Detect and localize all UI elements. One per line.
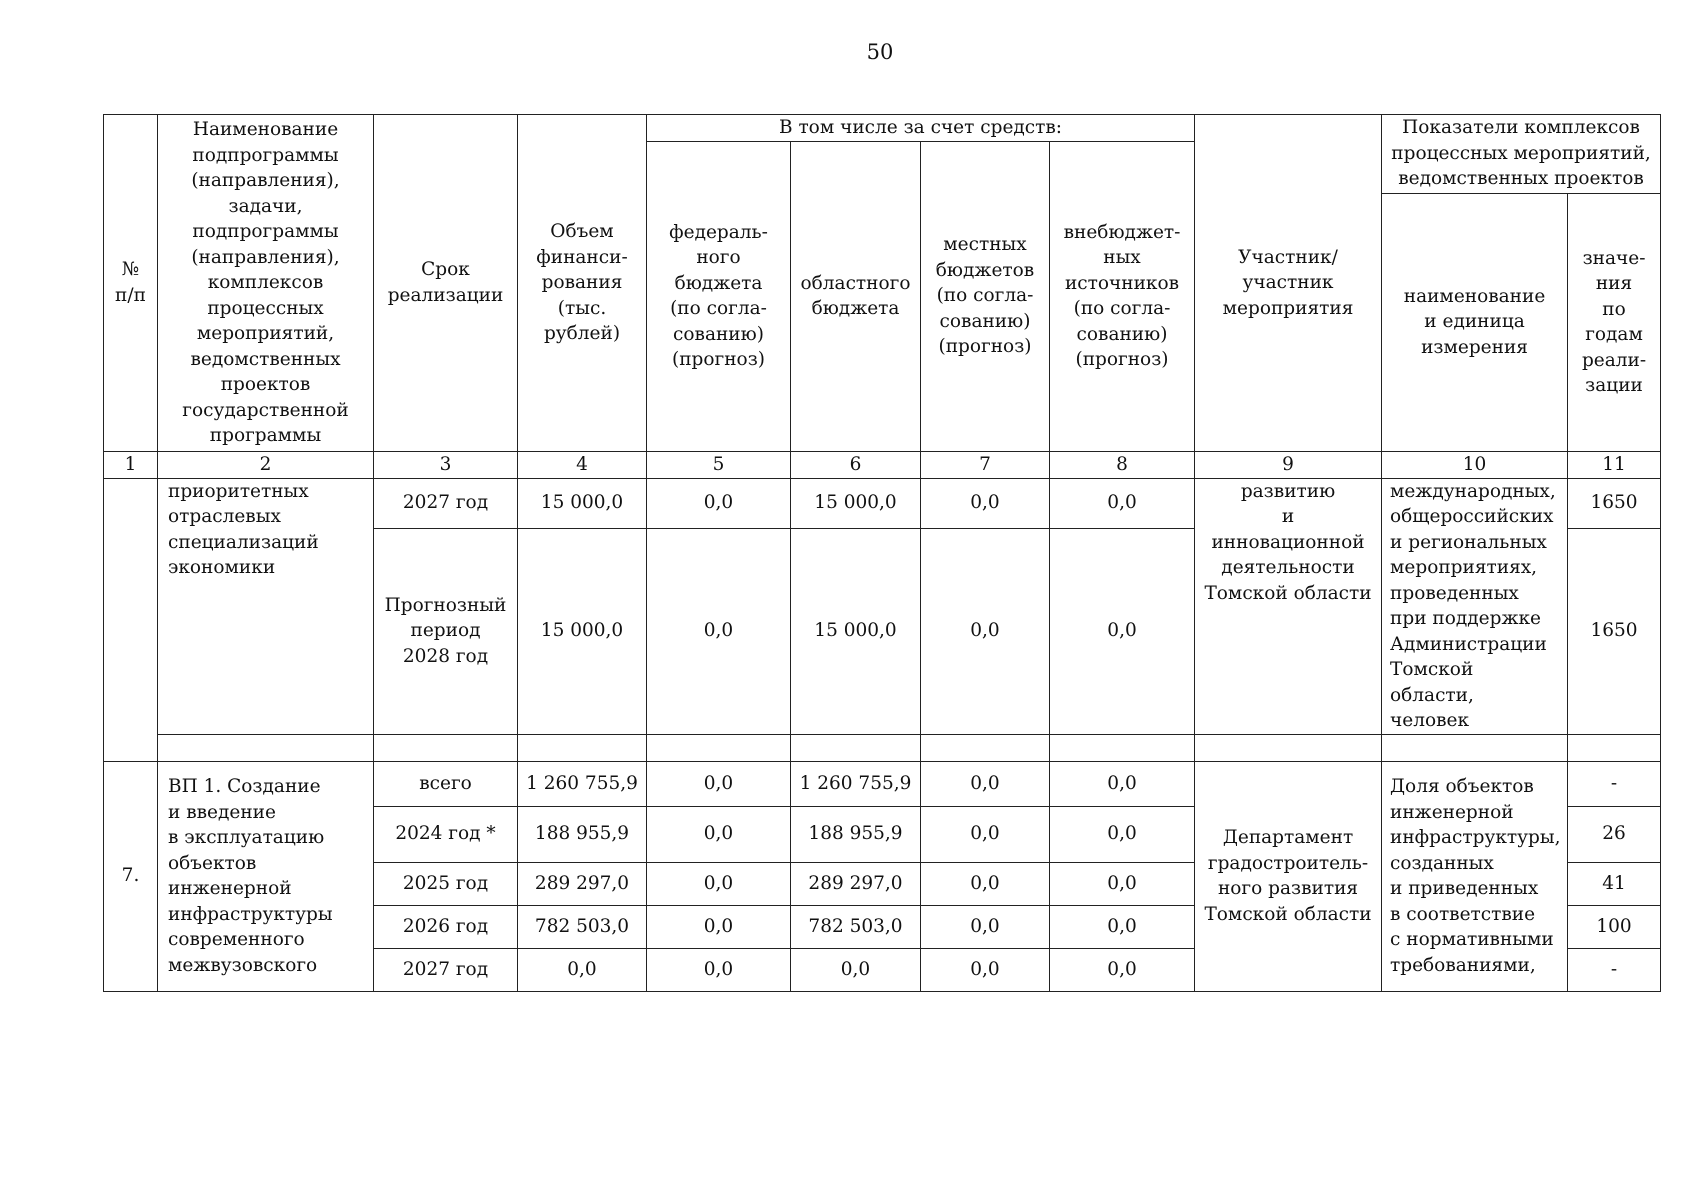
header-federal: федераль- ного бюджета (по согла- сованию) (прогноз) bbox=[647, 141, 791, 451]
total-cell: 188 955,9 bbox=[518, 806, 647, 862]
column-number: 10 bbox=[1382, 451, 1568, 478]
header-indicators-group: Показатели комплексов процессных мероприятий, ведомственных проектов bbox=[1382, 115, 1661, 194]
table-row-empty bbox=[104, 734, 1661, 761]
federal-cell: 0,0 bbox=[647, 905, 791, 948]
empty-cell bbox=[1195, 734, 1382, 761]
empty-cell bbox=[791, 734, 921, 761]
period-cell: 2027 год bbox=[374, 948, 518, 991]
federal-cell: 0,0 bbox=[647, 761, 791, 806]
regional-cell: 782 503,0 bbox=[791, 905, 921, 948]
total-cell: 1 260 755,9 bbox=[518, 761, 647, 806]
local-cell: 0,0 bbox=[921, 862, 1050, 905]
local-cell: 0,0 bbox=[921, 905, 1050, 948]
empty-cell bbox=[1050, 734, 1195, 761]
page-number: 50 bbox=[866, 40, 894, 64]
empty-cell bbox=[1382, 734, 1568, 761]
extrabudget-cell: 0,0 bbox=[1050, 948, 1195, 991]
header-regional: областного бюджета bbox=[791, 141, 921, 451]
column-number: 6 bbox=[791, 451, 921, 478]
indicator-value-cell: 1650 bbox=[1568, 528, 1661, 734]
period-cell: 2024 год * bbox=[374, 806, 518, 862]
column-number: 7 bbox=[921, 451, 1050, 478]
empty-cell bbox=[158, 734, 374, 761]
column-numbers-row bbox=[104, 451, 1661, 478]
indicator-name-cell: Доля объектов инженерной инфраструктуры, созданных и приведенных в соответствие с нормативными требованиями, bbox=[1382, 761, 1568, 991]
header-participant: Участник/ участник мероприятия bbox=[1195, 115, 1382, 452]
header-indicator-name: наименование и единица измерения bbox=[1382, 193, 1568, 451]
total-cell: 15 000,0 bbox=[518, 528, 647, 734]
header-indicator-values: значе- ния по годам реали- зации bbox=[1568, 193, 1661, 451]
extrabudget-cell: 0,0 bbox=[1050, 761, 1195, 806]
header-funds-group: В том числе за счет средств: bbox=[647, 115, 1195, 142]
extrabudget-cell: 0,0 bbox=[1050, 905, 1195, 948]
subprogram-name: приоритетных отраслевых специализаций экономики bbox=[158, 478, 374, 734]
table-row bbox=[104, 478, 1661, 528]
participant-cell: Департамент градостроитель- ного развития Томской области bbox=[1195, 761, 1382, 991]
total-cell: 289 297,0 bbox=[518, 862, 647, 905]
empty-cell bbox=[518, 734, 647, 761]
extrabudget-cell: 0,0 bbox=[1050, 862, 1195, 905]
period-cell: 2026 год bbox=[374, 905, 518, 948]
regional-cell: 1 260 755,9 bbox=[791, 761, 921, 806]
header-row-1 bbox=[104, 115, 1661, 142]
regional-cell: 188 955,9 bbox=[791, 806, 921, 862]
federal-cell: 0,0 bbox=[647, 478, 791, 528]
column-number: 1 bbox=[104, 451, 158, 478]
extrabudget-cell: 0,0 bbox=[1050, 528, 1195, 734]
header-total: Объем финанси- рования (тыс. рублей) bbox=[518, 115, 647, 452]
federal-cell: 0,0 bbox=[647, 862, 791, 905]
subprogram-name: ВП 1. Создание и введение в эксплуатацию объектов инженерной инфраструктуры современного межвузовского bbox=[158, 761, 374, 991]
empty-cell bbox=[921, 734, 1050, 761]
empty-cell bbox=[374, 734, 518, 761]
header-period: Срок реализации bbox=[374, 115, 518, 452]
local-cell: 0,0 bbox=[921, 528, 1050, 734]
period-cell: 2027 год bbox=[374, 478, 518, 528]
column-number: 5 bbox=[647, 451, 791, 478]
regional-cell: 289 297,0 bbox=[791, 862, 921, 905]
local-cell: 0,0 bbox=[921, 478, 1050, 528]
regional-cell: 15 000,0 bbox=[791, 478, 921, 528]
column-number: 8 bbox=[1050, 451, 1195, 478]
extrabudget-cell: 0,0 bbox=[1050, 806, 1195, 862]
extrabudget-cell: 0,0 bbox=[1050, 478, 1195, 528]
indicator-value-cell: - bbox=[1568, 948, 1661, 991]
column-number: 3 bbox=[374, 451, 518, 478]
indicator-value-cell: - bbox=[1568, 761, 1661, 806]
indicator-value-cell: 41 bbox=[1568, 862, 1661, 905]
empty-cell bbox=[647, 734, 791, 761]
column-number: 2 bbox=[158, 451, 374, 478]
row-number-cell bbox=[104, 478, 158, 761]
indicator-value-cell: 1650 bbox=[1568, 478, 1661, 528]
total-cell: 0,0 bbox=[518, 948, 647, 991]
column-number: 9 bbox=[1195, 451, 1382, 478]
table-row bbox=[104, 761, 1661, 806]
local-cell: 0,0 bbox=[921, 948, 1050, 991]
column-number: 4 bbox=[518, 451, 647, 478]
participant-cell: развитию и инновационной деятельности Томской области bbox=[1195, 478, 1382, 734]
indicator-name-cell: международных, общероссийских и региональных мероприятиях, проведенных при поддержке Администрации Томской области, человек bbox=[1382, 478, 1568, 734]
local-cell: 0,0 bbox=[921, 761, 1050, 806]
indicator-value-cell: 100 bbox=[1568, 905, 1661, 948]
indicator-value-cell: 26 bbox=[1568, 806, 1661, 862]
column-number: 11 bbox=[1568, 451, 1661, 478]
financing-table bbox=[103, 114, 1661, 992]
federal-cell: 0,0 bbox=[647, 528, 791, 734]
total-cell: 15 000,0 bbox=[518, 478, 647, 528]
row-number-cell: 7. bbox=[104, 761, 158, 991]
period-cell: Прогнозный период 2028 год bbox=[374, 528, 518, 734]
period-cell: всего bbox=[374, 761, 518, 806]
empty-cell bbox=[1568, 734, 1661, 761]
regional-cell: 15 000,0 bbox=[791, 528, 921, 734]
period-cell: 2025 год bbox=[374, 862, 518, 905]
header-number: № п/п bbox=[104, 115, 158, 452]
header-local: местных бюджетов (по согла- сованию) (прогноз) bbox=[921, 141, 1050, 451]
regional-cell: 0,0 bbox=[791, 948, 921, 991]
federal-cell: 0,0 bbox=[647, 806, 791, 862]
header-name: Наименование подпрограммы (направления), задачи, подпрограммы (направления), комплексов процессных мероприятий, ведомственных проектов государственной программы bbox=[158, 115, 374, 452]
federal-cell: 0,0 bbox=[647, 948, 791, 991]
total-cell: 782 503,0 bbox=[518, 905, 647, 948]
local-cell: 0,0 bbox=[921, 806, 1050, 862]
header-extrabudget: внебюджет- ных источников (по согла- сованию) (прогноз) bbox=[1050, 141, 1195, 451]
